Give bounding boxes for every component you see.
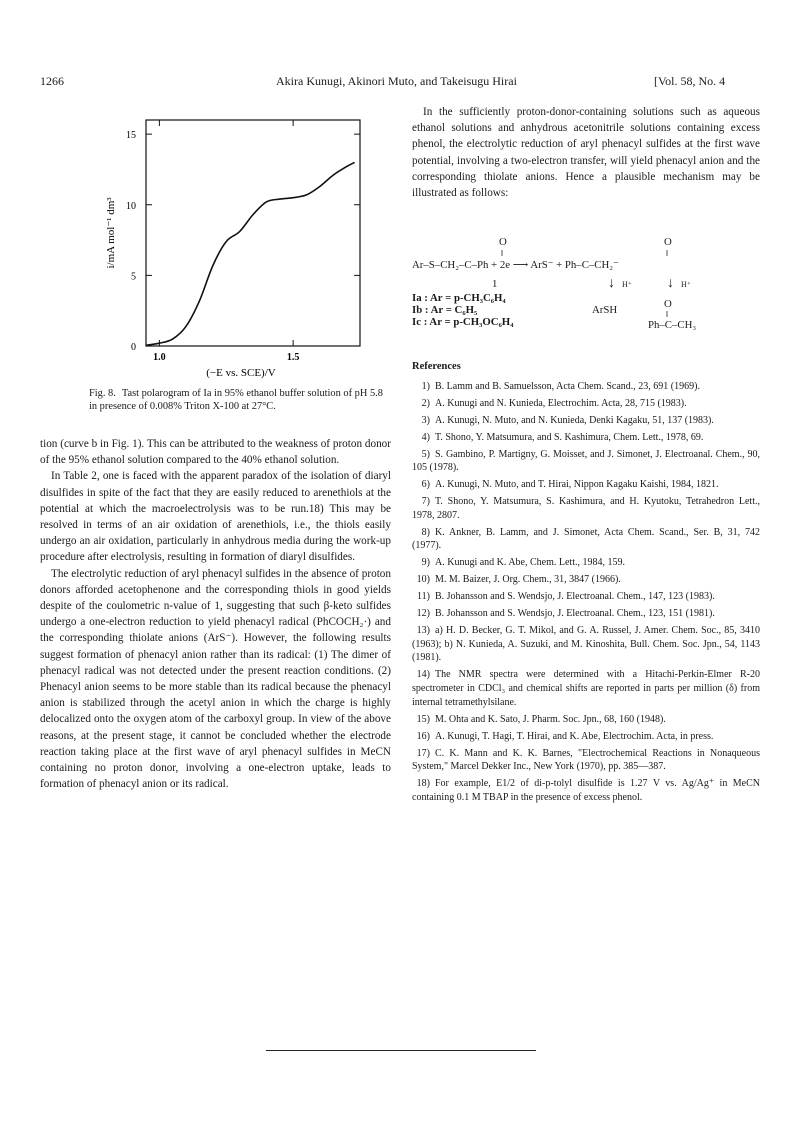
polarogram-curve [146, 162, 355, 345]
mech-product-thiol: ArSH [592, 304, 618, 316]
reference-item [412, 777, 760, 804]
reference-text: A. Kunugi and K. Abe, Chem. Lett., 1984, 159. [435, 557, 625, 569]
figure-caption [89, 388, 391, 413]
chart-frame [146, 120, 360, 346]
reference-text: M. Ohta and K. Sato, J. Pharm. Soc. Jpn., 68, 160 (1948). [435, 713, 666, 725]
y-tick-label: 15 [126, 130, 136, 142]
reference-item [412, 747, 760, 774]
reference-text: C. K. Mann and K. K. Barnes, "Electrochemical Reactions in Nonaqueous System," Marcel Dekker Inc., New York (1970), pp. 385—387. [412, 747, 760, 773]
mech-arrow-down-2: ↓ [667, 276, 674, 291]
reference-number: 14) [416, 669, 430, 681]
reference-item [412, 730, 760, 744]
mech-h-plus-2: H⁺ [681, 280, 691, 289]
x-tick-label: 1.0 [153, 352, 166, 363]
reference-text: The NMR spectra were determined with a Hitachi-Perkin-Elmer R-20 spectrometer in CDCl₃ and chemical shifts are reported in parts per million (δ) from internal tetramethylsilane. [412, 669, 760, 708]
reference-item [412, 573, 760, 587]
reference-text: A. Kunugi, T. Hagi, T. Hirai, and K. Abe, Electrochim. Acta, in press. [435, 730, 714, 742]
reference-item [412, 448, 760, 475]
reference-number: 13) [416, 625, 430, 637]
reference-text: B. Johansson and S. Wendsjo, J. Electroanal. Chem., 123, 151 (1981). [435, 608, 715, 620]
mech-double-bond-right: ‖ [666, 249, 669, 258]
mech-product-acetophenone: Ph–C–CH₃ [648, 319, 697, 331]
reference-text: A. Kunugi, N. Muto, and N. Kunieda, Denki Kagaku, 51, 137 (1983). [435, 414, 714, 426]
paragraph-electrolytic-reduction: The electrolytic reduction of aryl phenacyl sulfides in the absence of proton donors afforded acetophenone and the corresponding thiols in good yields despite of the coulometric n-value of 1, suggesting that such β-keto sulfides undergo a one-electron reduction to yield phenacyl radical (PhCOCH₂·) and the corresponding thiolate anions (ArS⁻). However, the following results suggest formation of phenacyl anion rather than its radical: (1) The dimer of phenacyl radical was not detected under the present reaction conditions. (2) Phenacyl anion seems to be more stable than its radical because the phenacyl anion is stabilized through the acetyl anion in which the charge is highly delocalized onto the oxygen atom of the carboxyl group. In view of the above reasons, at the present stage, it cannot be concluded whether the electrode reaction taking place at the first wave of aryl phenacyl sulfides in MeCN containing no proton donor, involving a one-electron uptake, leads to formation of phenacyl anion or its radical. [40, 567, 391, 791]
reference-text: T. Shono, Y. Matsumura, and S. Kashimura, Chem. Lett., 1978, 69. [435, 431, 704, 443]
reference-item [412, 713, 760, 727]
chart-y-axis-label: i/mA mol⁻¹ dm³ [105, 197, 117, 269]
reference-number: 10) [416, 574, 430, 586]
figure-label: Fig. 8. [89, 388, 116, 399]
reference-text: T. Shono, Y. Matsumura, S. Kashimura, and H. Kyutoku, Tetrahedron Lett., 1978, 2807. [412, 496, 760, 521]
x-tick-label: 1.5 [286, 352, 300, 363]
reference-text: A. Kunugi and N. Kunieda, Electrochim. Acta, 28, 715 (1983). [435, 397, 687, 409]
reference-item [412, 624, 760, 665]
reference-text: K. Ankner, B. Lamm, and J. Simonet, Acta Chem. Scand., Ser. B, 31, 742 (1977). [412, 526, 760, 552]
reference-number: 5) [421, 448, 430, 460]
end-rule [266, 1050, 536, 1051]
reference-item [412, 526, 760, 553]
reference-text: B. Johansson and S. Wendsjo, J. Electroanal. Chem., 147, 123 (1983). [435, 591, 715, 603]
mech-compound-number: 1 [492, 278, 498, 290]
references-heading: References [412, 361, 461, 372]
running-head-authors: Akira Kunugi, Akinori Muto, and Takeisugu Hirai [276, 74, 517, 88]
reference-item [412, 431, 760, 445]
references-section [412, 360, 760, 808]
reference-number: 11) [417, 591, 430, 603]
references-list [412, 380, 760, 805]
reference-number: 7) [421, 496, 430, 508]
reference-number: 12) [416, 608, 430, 620]
reference-number: 1) [421, 380, 430, 392]
reference-item [412, 414, 760, 428]
mech-o-product: O [664, 298, 672, 310]
reference-number: 2) [421, 397, 430, 409]
reference-number: 15) [416, 713, 430, 725]
paragraph-proton-donor: In the sufficiently proton-donor-containing solutions such as aqueous ethanol solutions and anhydrous acetonitrile solutions containing excess phenol, the electrolytic reduction of aryl phenacyl sulfides at the first wave potential, involving a two-electron transfer, will yield phenacyl anion and the corresponding thiolate anions. Hence a plausible mechanism may be illustrated as follows: [412, 106, 760, 200]
reference-text: M. M. Baizer, J. Org. Chem., 31, 3847 (1966). [435, 574, 621, 586]
mech-arrow-down-1: ↓ [608, 276, 615, 291]
reference-text: A. Kunugi, N. Muto, and T. Hirai, Nippon Kagaku Kaishi, 1984, 1821. [435, 479, 719, 491]
left-column [40, 436, 391, 792]
mech-h-plus-1: H⁺ [622, 280, 632, 289]
right-column-intro [412, 104, 760, 201]
reference-item [412, 495, 760, 522]
reference-text: For example, E1/2 of di-p-tolyl disulfide is 1.27 V vs. Ag/Ag⁺ in MeCN containing 0.1 M TBAP in the presence of excess phenol. [412, 778, 760, 803]
reference-number: 4) [421, 431, 430, 443]
reference-item [412, 478, 760, 492]
mech-ib: Ib : Ar = C₆H₅ [412, 304, 478, 316]
mech-double-bond-left: ‖ [501, 249, 504, 258]
chart-x-axis-label: (−E vs. SCE)/V [206, 367, 276, 379]
reference-text: B. Lamm and B. Samuelsson, Acta Chem. Scand., 23, 691 (1969). [435, 380, 700, 392]
reference-item [412, 590, 760, 604]
mech-ia: Ia : Ar = p-CH₃C₆H₄ [412, 292, 506, 304]
reference-number: 9) [421, 557, 430, 569]
reference-item [412, 607, 760, 621]
reference-number: 17) [416, 747, 430, 759]
mech-o-right: O [664, 236, 672, 248]
y-tick-label: 5 [131, 271, 136, 283]
running-head-volume: [Vol. 58, No. 4 [654, 74, 726, 88]
reference-text: S. Gambino, P. Martigny, G. Moisset, and J. Simonet, J. Electroanal. Chem., 90, 105 (1978). [412, 448, 760, 474]
page-number: 1266 [40, 74, 64, 88]
reference-number: 8) [421, 526, 430, 538]
mech-double-bond-product: ‖ [666, 310, 669, 319]
mech-ic: Ic : Ar = p-CH₃OC₆H₄ [412, 316, 514, 328]
paragraph-table2-paradox: In Table 2, one is faced with the apparent paradox of the isolation of diaryl disulfides in spite of the fact that they are easily reduced to arenethiols at the potential at which the macroelectrolysis was to be run.18) This may be resolved in terms of an air oxidation of arenethiols, i.e., the thiols easily undergo an air oxidation, particularly in anhydrous media during the work-up procedure after electrolysis, resulting in formation of diaryl disulfides. [40, 470, 391, 564]
reference-item [412, 380, 760, 394]
reference-number: 6) [421, 479, 430, 491]
reaction-mechanism [412, 232, 760, 332]
reference-item [412, 556, 760, 570]
reference-number: 16) [416, 730, 430, 742]
paragraph-continuation: tion (curve b in Fig. 1). This can be attributed to the weakness of proton donor of the 95% ethanol solution compared to the 40% ethanol solution. [40, 438, 391, 467]
reference-item [412, 397, 760, 411]
reference-number: 3) [421, 414, 430, 426]
reference-item [412, 668, 760, 709]
polarogram-chart [90, 108, 390, 393]
figure-caption-text: Tast polarogram of Ia in 95% ethanol buffer solution of pH 5.8 in presence of 0.008% Triton X-100 at 27°C. [89, 388, 383, 412]
mech-equation: Ar–S–CH₂–C–Ph + 2e ⟶ ArS⁻ + Ph–C–CH₂⁻ [412, 259, 619, 271]
reference-number: 18) [416, 778, 430, 790]
reference-text: a) H. D. Becker, G. T. Mikol, and G. A. Russel, J. Amer. Chem. Soc., 85, 3410 (1963); b) N. Kunieda, A. Suzuki, and M. Kinoshita, Bull. Chem. Soc. Jpn., 54, 1143 (1981). [412, 625, 760, 664]
y-tick-label: 10 [126, 200, 136, 212]
y-tick-label: 0 [131, 342, 136, 353]
mech-o-left: O [499, 236, 507, 248]
